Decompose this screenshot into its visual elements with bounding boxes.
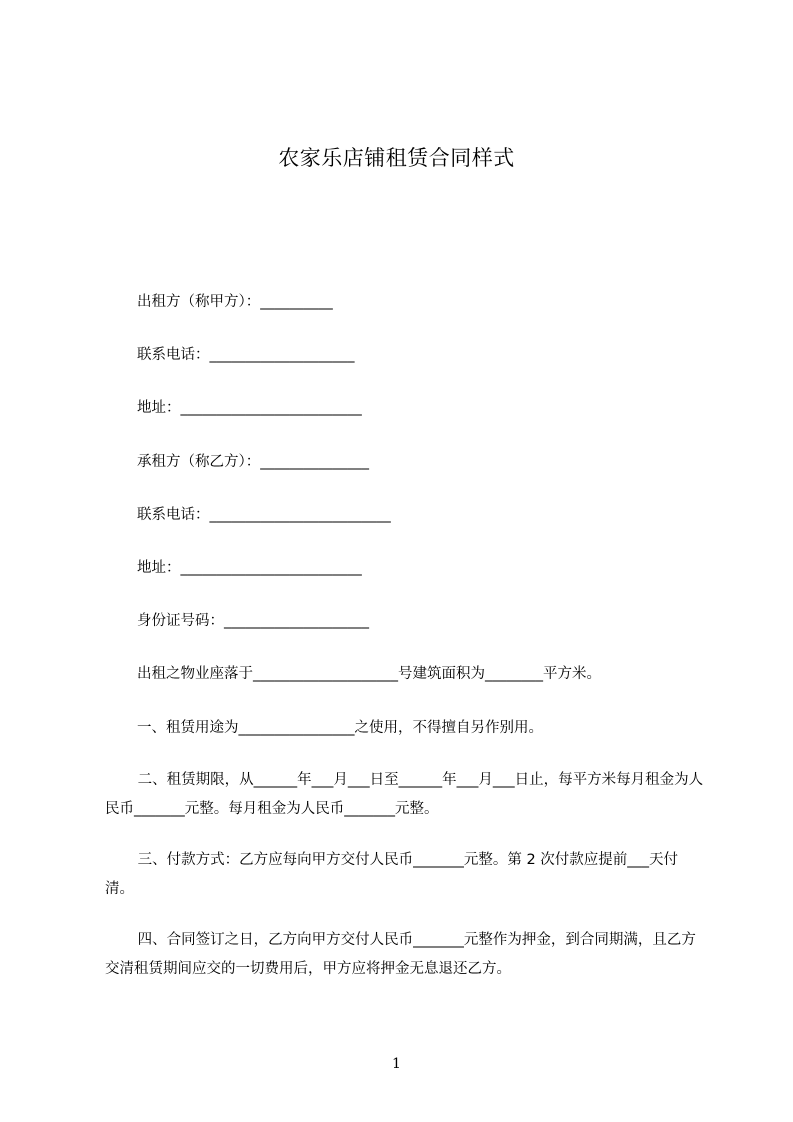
clause-1-usage: 一、租赁用途为________________之使用，不得擅自另作别用。	[137, 720, 543, 736]
lessor-field: 出租方（称甲方）：__________	[137, 294, 333, 310]
clause-2-term: 二、租赁期限，从______年___月___日至______年___月___日止，每平方米每月租金为人民币_______元整。每月租金为人民币_______元整。	[105, 772, 704, 817]
lessor-address-field: 地址：_________________________	[137, 400, 362, 416]
clause-3-payment: 三、付款方式：乙方应每向甲方交付人民币_______元整。第 2 次付款应提前___天付清。	[105, 852, 679, 897]
lessee-phone-field: 联系电话：_________________________	[137, 507, 391, 523]
property-location-field: 出租之物业座落于____________________号建筑面积为________平方米。	[137, 666, 601, 682]
document-title: 农家乐店铺租赁合同样式	[278, 146, 515, 170]
lessee-field: 承租方（称乙方）：_______________	[137, 454, 369, 470]
lessee-address-field: 地址：_________________________	[137, 560, 362, 576]
lessor-phone-field: 联系电话：____________________	[137, 347, 355, 363]
clause-4-deposit: 四、合同签订之日，乙方向甲方交付人民币_______元整作为押金，到合同期满，且乙方交清租赁期间应交的一切费用后，甲方应将押金无息退还乙方。	[105, 932, 696, 977]
page-number: 1	[392, 1056, 401, 1072]
id-number-field: 身份证号码：____________________	[137, 613, 369, 629]
